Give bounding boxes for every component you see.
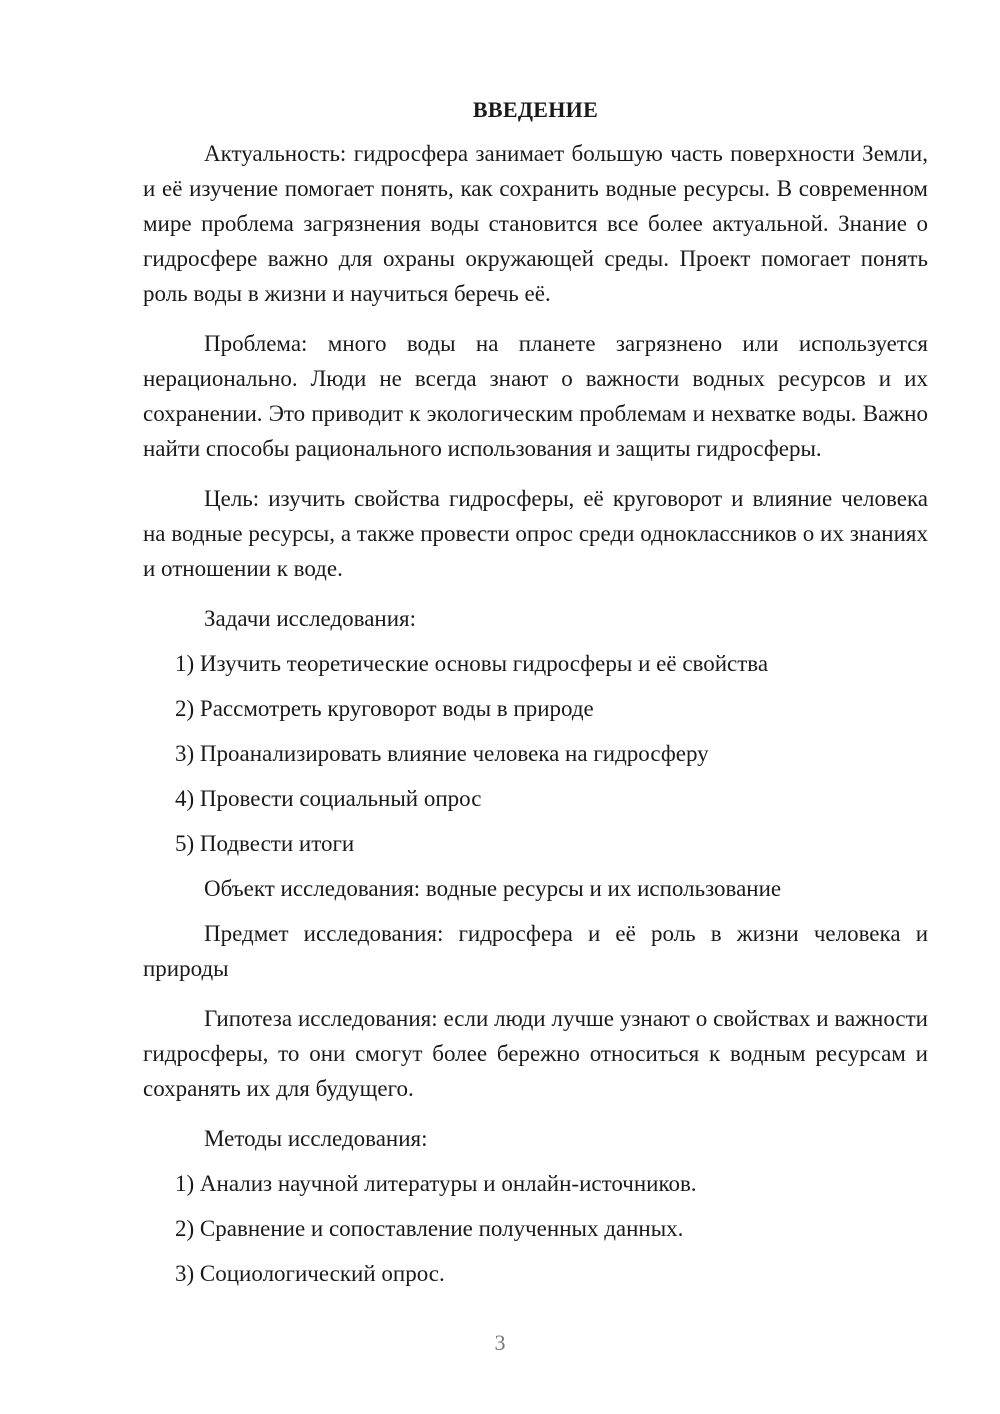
relevance-paragraph: Актуальность: гидросфера занимает большую часть поверхности Земли, и её изучение помогает понять, как сохранить водные ресурсы. В современном мире проблема загрязнения воды становится все более актуальной. Знание о гидросфере важно для охраны окружающей среды. Проект помогает понять роль воды в жизни и научиться беречь её. (143, 141, 928, 306)
methods-list (143, 1166, 928, 1291)
subject-paragraph: Предмет исследования: гидросфера и её роль в жизни человека и природы (143, 921, 928, 981)
page-number: 3 (494, 1330, 506, 1355)
methods-label: Методы исследования: (204, 1126, 428, 1151)
section-title: ВВЕДЕНИЕ (472, 97, 599, 122)
task-item: 4) Провести социальный опрос (175, 786, 482, 811)
task-item: 1) Изучить теоретические основы гидросферы и её свойства (175, 651, 769, 676)
task-item: 3) Проанализировать влияние человека на гидросферу (175, 741, 709, 766)
hypothesis-paragraph: Гипотеза исследования: если люди лучше узнают о свойствах и важности гидросферы, то они смогут более бережно относиться к водным ресурсам и сохранять их для будущего. (143, 1006, 928, 1101)
problem-paragraph: Проблема: много воды на планете загрязнено или используется нерационально. Люди не всегда знают о важности водных ресурсов и их сохранении. Это приводит к экологическим проблемам и нехватке воды. Важно найти способы рационального использования и защиты гидросферы. (143, 331, 928, 461)
tasks-list (143, 646, 928, 861)
method-item: 3) Социологический опрос. (175, 1261, 445, 1286)
object-paragraph: Объект исследования: водные ресурсы и их использование (204, 876, 782, 901)
method-item: 1) Анализ научной литературы и онлайн-источников. (175, 1171, 697, 1196)
task-item: 2) Рассмотреть круговорот воды в природе (175, 696, 594, 721)
task-item: 5) Подвести итоги (175, 831, 355, 856)
tasks-label: Задачи исследования: (204, 606, 417, 631)
goal-paragraph: Цель: изучить свойства гидросферы, её круговорот и влияние человека на водные ресурсы, а также провести опрос среди одноклассников о их знаниях и отношении к воде. (143, 486, 928, 581)
document-page (143, 94, 928, 1301)
method-item: 2) Сравнение и сопоставление полученных данных. (175, 1216, 684, 1241)
